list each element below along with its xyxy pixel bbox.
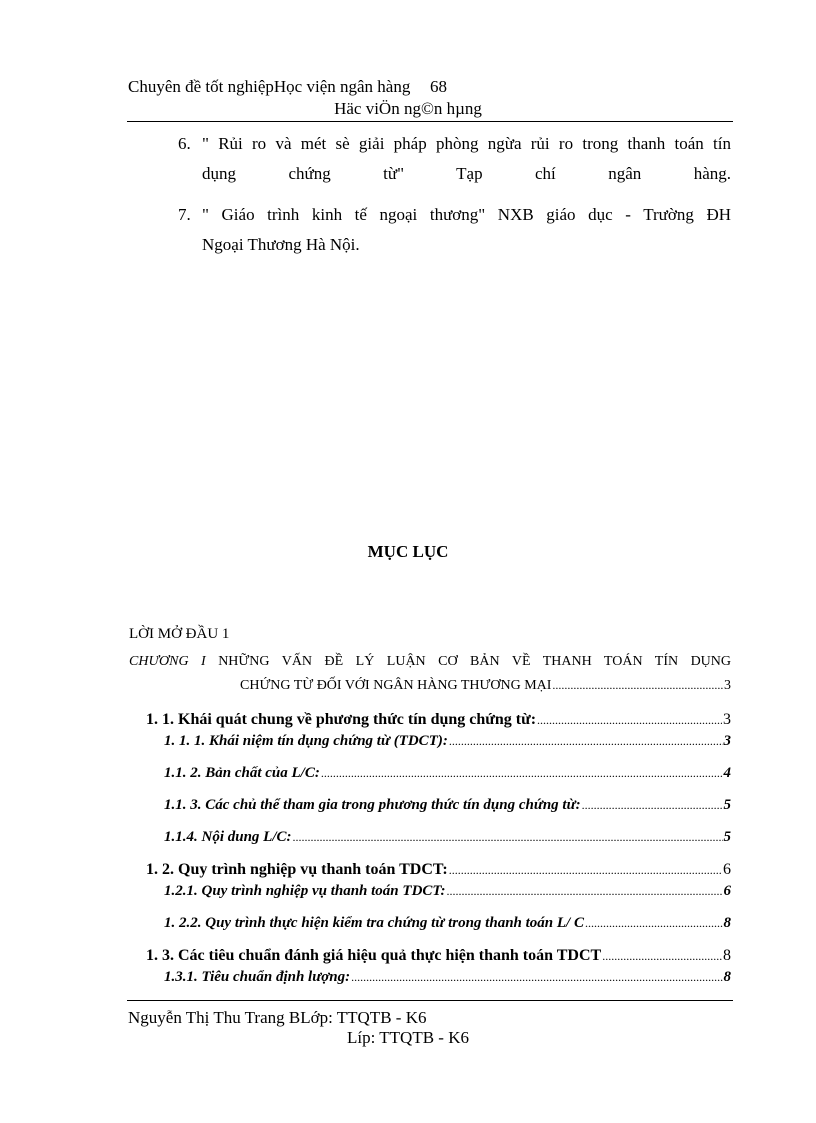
toc-page: 6 bbox=[723, 861, 731, 878]
toc-text: 1. 1. 1. Khái niệm tín dụng chứng từ (TDCT): bbox=[164, 733, 448, 749]
toc-entry[interactable] bbox=[146, 947, 731, 965]
reference-number: 7. bbox=[178, 205, 191, 224]
toc-text: 1. 2. Quy trình nghiệp vụ thanh toán TDCT: bbox=[146, 861, 448, 878]
toc-entry[interactable] bbox=[164, 733, 731, 750]
reference-item bbox=[178, 200, 731, 260]
reference-text-line-2: dụng chứng từ" Tạp chí ngân hàng. bbox=[202, 164, 731, 183]
toc-page: 5 bbox=[723, 797, 731, 813]
reference-text-line-2: Ngoại Thương Hà Nội. bbox=[202, 235, 360, 254]
toc-page: 8 bbox=[723, 969, 731, 985]
toc-page: 3 bbox=[723, 733, 731, 749]
page-number: 68 bbox=[430, 77, 447, 96]
toc-intro: LỜI MỞ ĐẦU 1 bbox=[129, 626, 230, 642]
toc-text: 1. 3. Các tiêu chuẩn đánh giá hiệu quả thực hiện thanh toán TDCT bbox=[146, 947, 602, 964]
header-line-1 bbox=[128, 77, 447, 97]
toc-leader bbox=[585, 916, 723, 931]
toc-page: 6 bbox=[723, 883, 731, 899]
toc-leader bbox=[449, 734, 723, 749]
toc-entry[interactable] bbox=[146, 711, 731, 729]
toc-title: MỤC LỤC bbox=[367, 542, 449, 561]
toc-entry[interactable] bbox=[164, 915, 731, 932]
toc-text: 1.3.1. Tiêu chuẩn định lượng: bbox=[164, 969, 351, 985]
header-text: Chuyên đề tốt nghiệpHọc viện ngân hàng bbox=[128, 77, 411, 96]
chapter-label: CHƯƠNG I bbox=[129, 654, 206, 669]
toc-leader bbox=[293, 830, 723, 845]
toc-leader bbox=[582, 798, 723, 813]
toc-leader bbox=[602, 949, 722, 964]
header-rule bbox=[127, 121, 733, 122]
toc-leader bbox=[446, 884, 722, 899]
toc-leader bbox=[351, 970, 722, 985]
toc-text: 1. 2.2. Quy trình thực hiện kiểm tra chứng từ trong thanh toán L/ C bbox=[164, 915, 584, 931]
chapter-title-line-1: NHỮNG VẤN ĐỀ LÝ LUẬN CƠ BẢN VỀ THANH TOÁN TÍN DỤNG bbox=[218, 654, 732, 669]
toc-leader bbox=[321, 766, 723, 781]
toc-page: 5 bbox=[723, 829, 731, 845]
toc-chapter bbox=[129, 654, 731, 694]
toc-entry[interactable] bbox=[164, 765, 731, 782]
toc-text: 1. 1. Khái quát chung về phương thức tín dụng chứng từ: bbox=[146, 711, 537, 728]
reference-item bbox=[178, 129, 731, 189]
toc-leader bbox=[449, 863, 722, 878]
toc-text: 1.1. 3. Các chủ thể tham gia trong phương thức tín dụng chứng từ: bbox=[164, 797, 581, 813]
toc-entry[interactable] bbox=[164, 883, 731, 900]
header-line-2: Häc viÖn ng©n hµng bbox=[334, 99, 482, 118]
reference-number: 6. bbox=[178, 134, 191, 153]
toc-leader bbox=[537, 713, 722, 728]
footer-rule bbox=[127, 1000, 733, 1001]
toc-page: 3 bbox=[724, 678, 731, 693]
toc-text: 1.1.4. Nội dung L/C: bbox=[164, 829, 292, 845]
toc-link-chapter[interactable] bbox=[240, 678, 731, 694]
toc-entry[interactable] bbox=[164, 969, 731, 986]
reference-text-line-1: " Giáo trình kinh tế ngoại thương" NXB giáo dục - Trường ĐH bbox=[202, 205, 731, 224]
footer-line-2: Líp: TTQTB - K6 bbox=[347, 1028, 469, 1047]
toc-text: 1.2.1. Quy trình nghiệp vụ thanh toán TDCT: bbox=[164, 883, 446, 899]
toc-entry[interactable] bbox=[146, 861, 731, 879]
toc-page: 3 bbox=[723, 711, 731, 728]
toc-page: 8 bbox=[723, 915, 731, 931]
toc-leader bbox=[552, 678, 723, 693]
toc-page: 4 bbox=[723, 765, 731, 781]
toc-page: 8 bbox=[723, 947, 731, 964]
toc-text: 1.1. 2. Bản chất của L/C: bbox=[164, 765, 320, 781]
toc-entry[interactable] bbox=[164, 797, 731, 814]
footer-line-1: Nguyễn Thị Thu Trang BLớp: TTQTB - K6 bbox=[128, 1008, 427, 1027]
reference-text-line-1: " Rủi ro và mét sè giải pháp phòng ngừa rủi ro trong thanh toán tín bbox=[202, 134, 731, 153]
chapter-title-line-2: CHỨNG TỪ ĐỐI VỚI NGÂN HÀNG THƯƠNG MẠI bbox=[240, 678, 552, 693]
toc-entry[interactable] bbox=[164, 829, 731, 846]
